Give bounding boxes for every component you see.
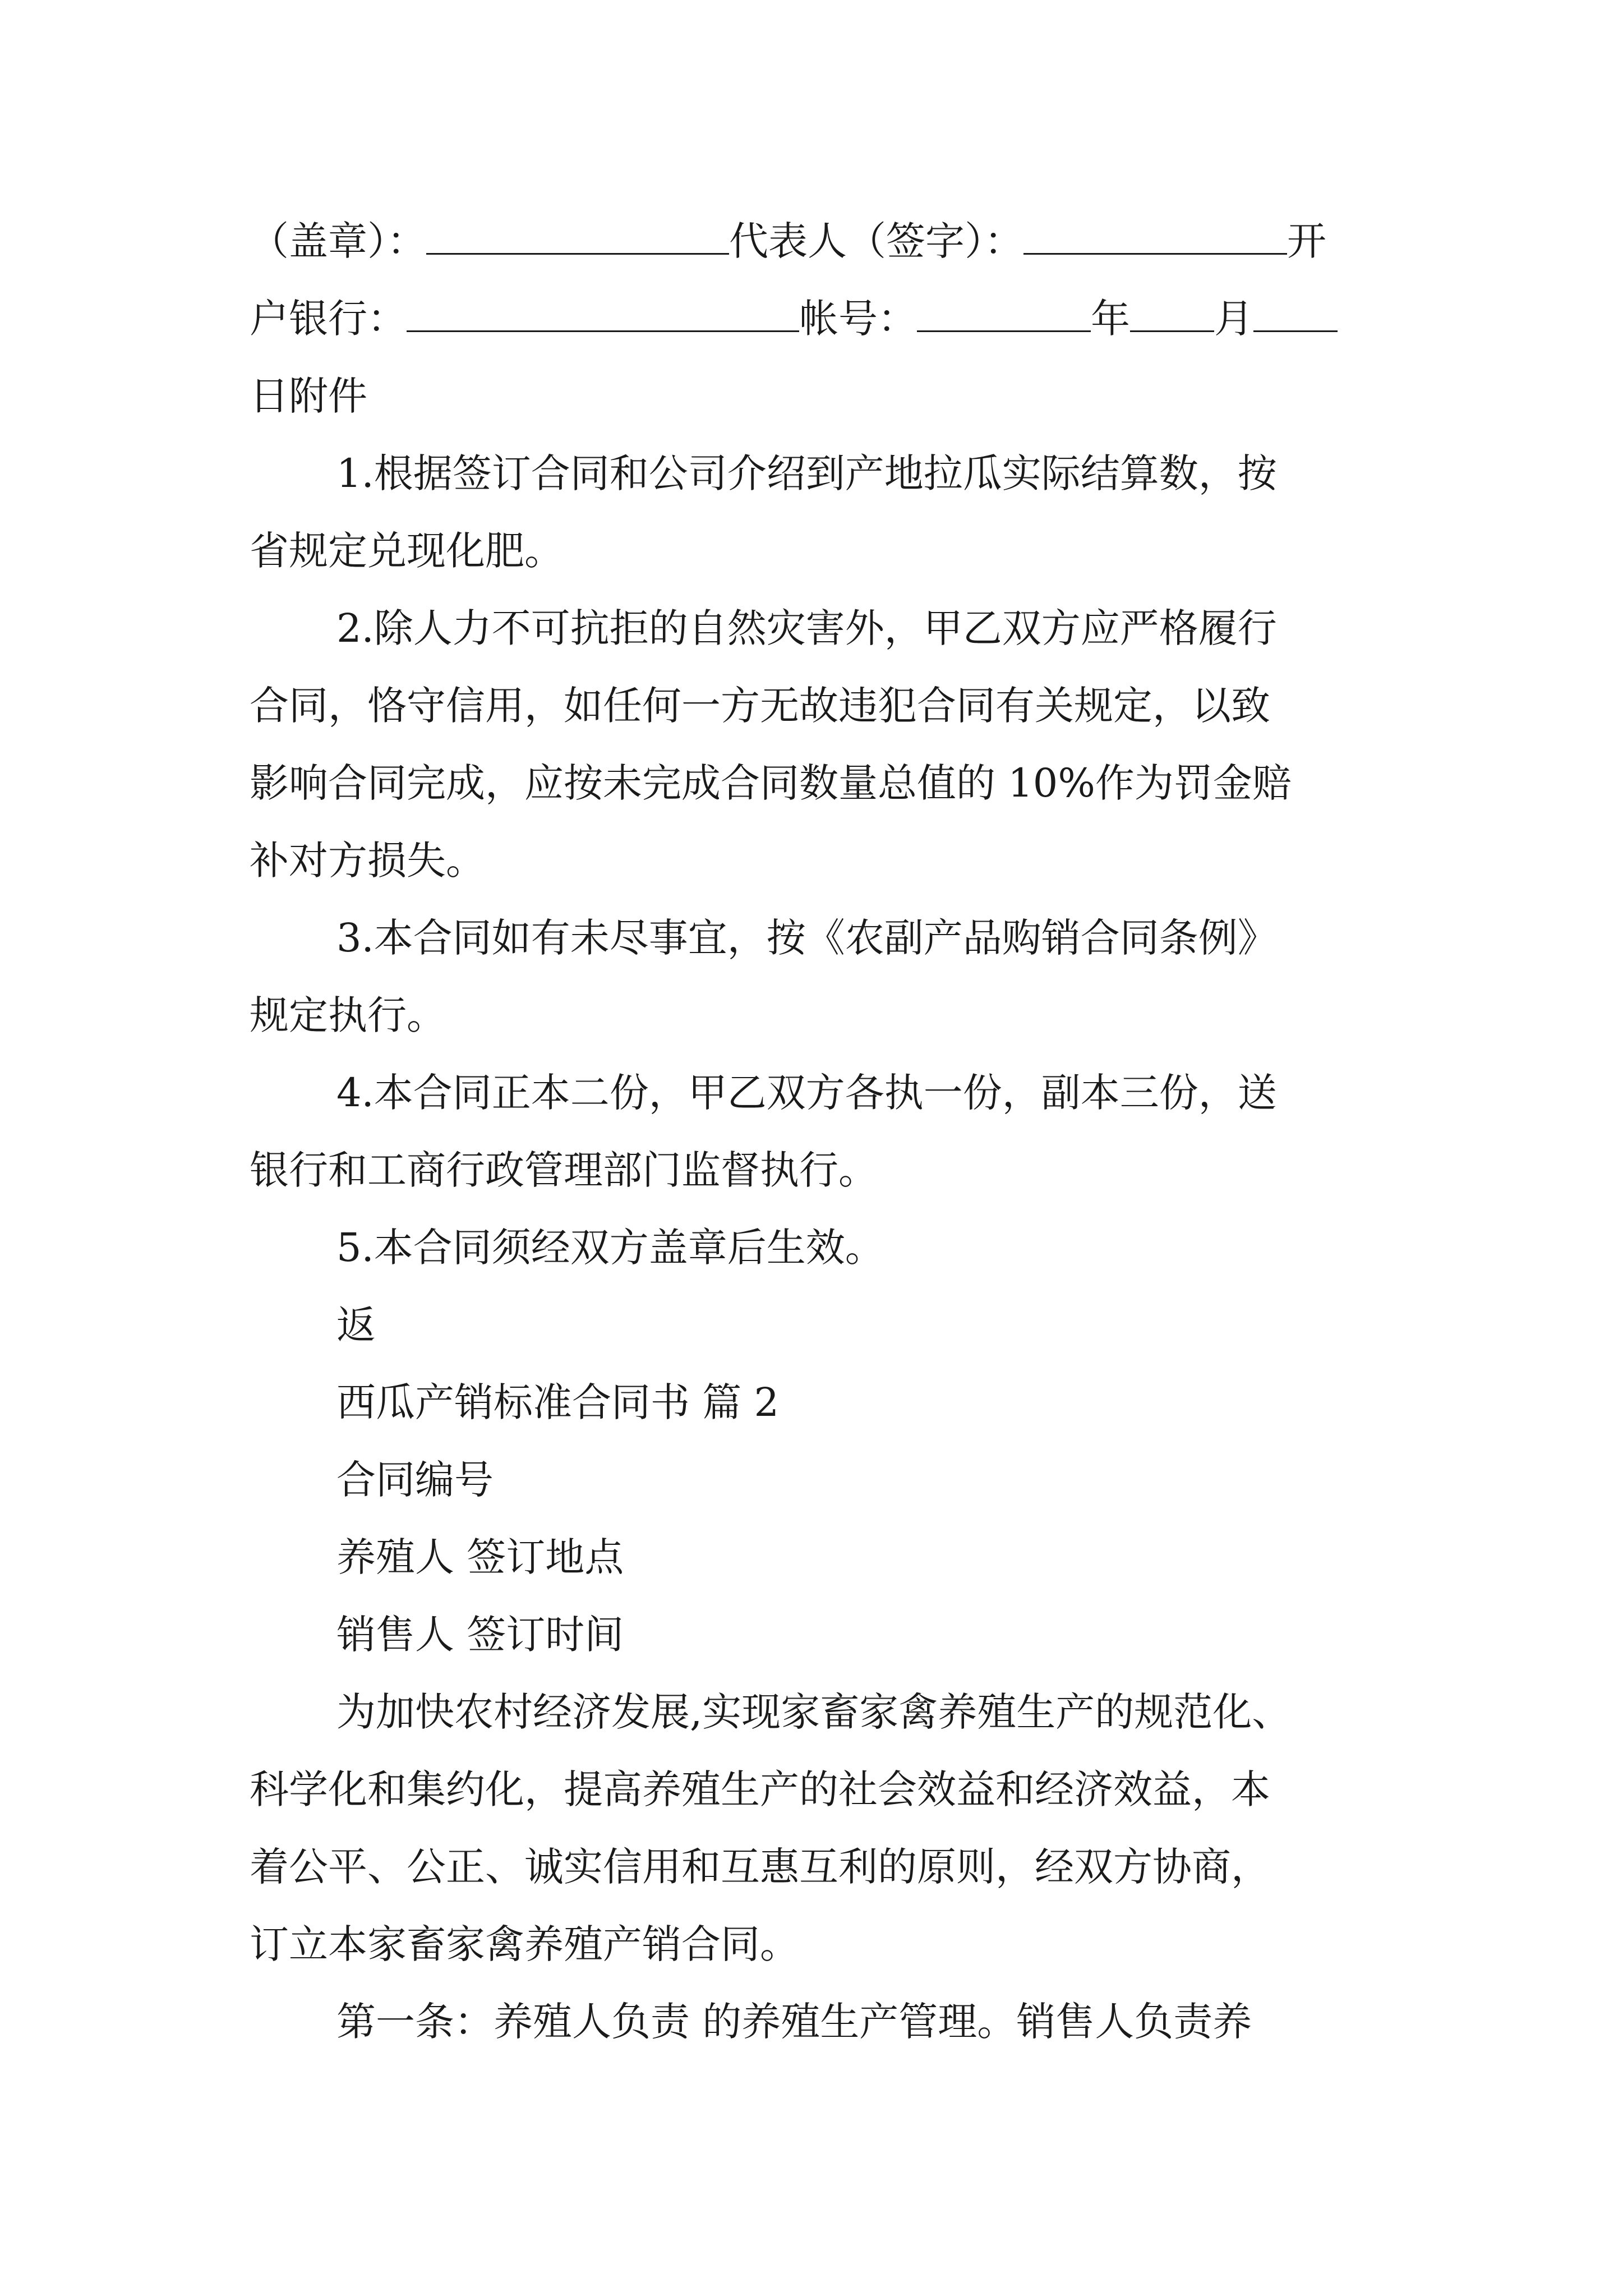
item-2-line-4: 补对方损失。 <box>250 838 485 884</box>
item-5-line: 5.本合同须经双方盖章后生效。 <box>336 1225 884 1271</box>
section-title: 西瓜产销标准合同书 篇 2 <box>336 1379 780 1425</box>
item-1-line-1: 1.根据签订合同和公司介绍到产地拉瓜实际结算数，按 <box>336 450 1277 496</box>
breeder-line: 养殖人 签订地点 <box>336 1534 624 1580</box>
representative-label: 代表人（签字）： <box>729 218 1023 264</box>
account-label: 帐号： <box>799 296 917 342</box>
intro-line-2: 科学化和集约化，提高养殖生产的社会效益和经济效益，本 <box>250 1766 1270 1812</box>
representative-blank <box>1023 219 1287 255</box>
item-3-line-2: 规定执行。 <box>250 992 446 1038</box>
signature-line-bank <box>250 291 1338 347</box>
intro-line-4: 订立本家畜家禽养殖产销合同。 <box>250 1921 799 1967</box>
item-2-line-3: 影响合同完成，应按未完成合同数量总值的 10%作为罚金赔 <box>250 760 1292 806</box>
year-label: 年 <box>1091 296 1130 342</box>
intro-line-3: 着公平、公正、诚实信用和互惠互利的原则，经双方协商， <box>250 1844 1270 1890</box>
month-blank <box>1253 297 1338 332</box>
account-blank <box>917 297 1091 332</box>
bank-label: 户银行： <box>250 296 407 342</box>
return-text: 返 <box>336 1302 376 1348</box>
item-1-line-2: 省规定兑现化肥。 <box>250 528 564 574</box>
month-label: 月 <box>1214 296 1253 342</box>
item-4-line-2: 银行和工商行政管理部门监督执行。 <box>250 1147 878 1193</box>
day-attachment-line: 日附件 <box>250 373 367 419</box>
item-4-line-1: 4.本合同正本二份，甲乙双方各执一份，副本三份，送 <box>336 1070 1277 1116</box>
bank-blank <box>407 297 799 332</box>
seal-blank <box>426 219 729 255</box>
item-2-line-1: 2.除人力不可抗拒的自然灾害外，甲乙双方应严格履行 <box>336 605 1277 651</box>
article-1-line: 第一条：养殖人负责 的养殖生产管理。销售人负责养 <box>336 1999 1252 2045</box>
seal-label: （盖章）： <box>250 218 426 264</box>
item-3-line-1: 3.本合同如有未尽事宜，按《农副产品购销合同条例》 <box>336 915 1277 961</box>
intro-line-1: 为加快农村经济发展,实现家畜家禽养殖生产的规范化、 <box>336 1689 1292 1735</box>
year-blank <box>1130 297 1214 332</box>
line-tail-text: 开 <box>1287 218 1326 264</box>
seller-line: 销售人 签订时间 <box>336 1612 624 1658</box>
contract-number-label: 合同编号 <box>336 1457 494 1503</box>
item-2-line-2: 合同，恪守信用，如任何一方无故违犯合同有关规定，以致 <box>250 683 1270 729</box>
signature-line-seal <box>250 213 1326 269</box>
